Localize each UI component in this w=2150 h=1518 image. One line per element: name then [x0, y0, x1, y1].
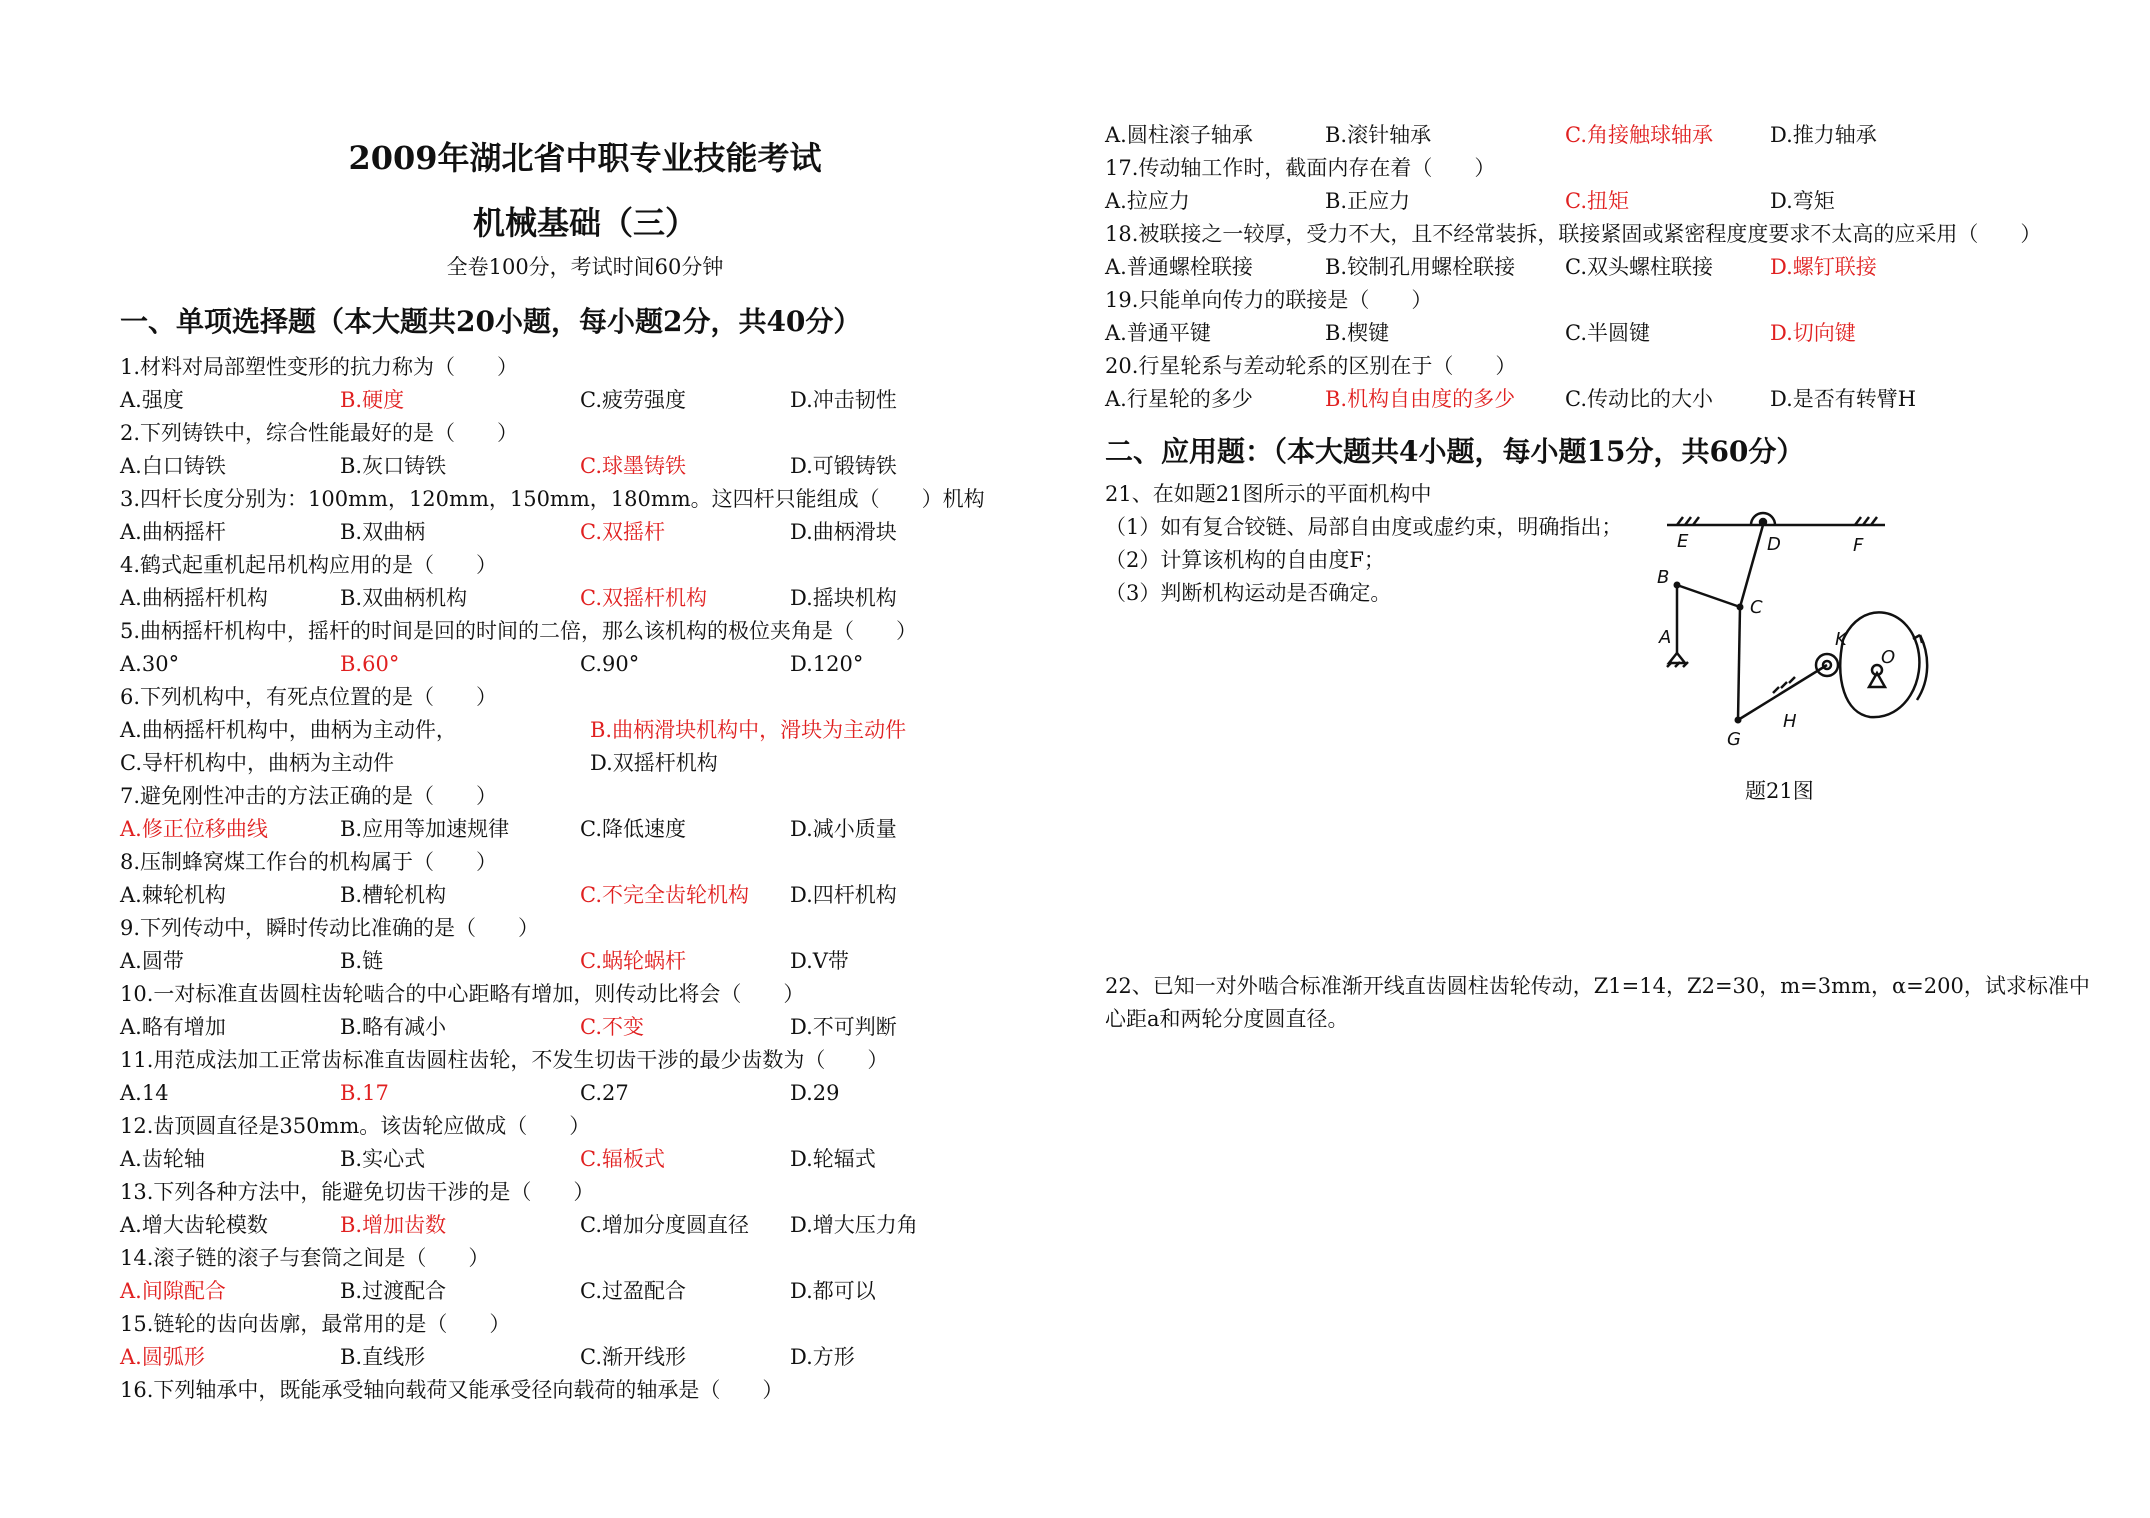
question-12-stem: 12.齿顶圆直径是350mm。该齿轮应做成（ ）: [120, 1114, 591, 1138]
question-4-stem: 4.鹤式起重机起吊机构应用的是（ ）: [120, 553, 498, 577]
question-8-option-a: A.棘轮机构: [120, 883, 226, 907]
q21-item-3: （3）判断机构运动是否确定。: [1105, 581, 1392, 605]
question-3-option-b: B.双曲柄: [340, 520, 426, 544]
question-15-option-c: C.渐开线形: [580, 1345, 686, 1369]
question-17-option-c: C.扭矩: [1565, 189, 1629, 213]
question-18-stem: 18.被联接之一较厚，受力不大，且不经常装拆，联接紧固或紧密程度度要求不太高的应采用（ ）: [1105, 222, 2042, 246]
label-e: E: [1677, 531, 1689, 552]
question-19-option-b: B.楔键: [1325, 321, 1390, 345]
exam-info: 全卷100分，考试时间60分钟: [446, 255, 724, 279]
question-5-stem: 5.曲柄摇杆机构中，摇杆的时间是回的时间的二倍，那么该机构的极位夹角是（ ）: [120, 619, 918, 643]
question-4-option-a: A.曲柄摇杆机构: [120, 586, 268, 610]
question-9-option-c: C.蜗轮蜗杆: [580, 949, 686, 973]
question-11-option-b: B.17: [340, 1081, 389, 1105]
question-17-stem: 17.传动轴工作时，截面内存在着（ ）: [1105, 156, 1496, 180]
label-g: G: [1727, 729, 1741, 750]
question-10-option-a: A.略有增加: [120, 1015, 226, 1039]
label-o: O: [1881, 647, 1896, 668]
label-d: D: [1767, 534, 1781, 555]
question-15-option-a: A.圆弧形: [120, 1345, 205, 1369]
question-17-option-b: B.正应力: [1325, 189, 1411, 213]
question-13-option-c: C.增加分度圆直径: [580, 1213, 749, 1237]
question-6-option-c: C.导杆机构中，曲柄为主动件: [120, 751, 394, 775]
question-4-option-b: B.双曲柄机构: [340, 586, 468, 610]
question-14-stem: 14.滚子链的滚子与套筒之间是（ ）: [120, 1246, 490, 1270]
question-2-option-d: D.可锻铸铁: [790, 454, 897, 478]
question-17-option-a: A.拉应力: [1105, 189, 1190, 213]
question-13-option-a: A.增大齿轮模数: [120, 1213, 268, 1237]
question-6-option-b: B.曲柄滑块机构中，滑块为主动件: [590, 718, 907, 742]
question-12-option-d: D.轮辐式: [790, 1147, 876, 1171]
pin-d: [1760, 519, 1766, 525]
question-17-option-d: D.弯矩: [1770, 189, 1835, 213]
question-18-option-a: A.普通螺栓联接: [1105, 255, 1253, 279]
question-16-option-b: B.滚针轴承: [1325, 123, 1432, 147]
question-19-option-a: A.普通平键: [1105, 321, 1211, 345]
q22-line-2: 心距a和两轮分度圆直径。: [1105, 1007, 1349, 1031]
question-20-option-a: A.行星轮的多少: [1105, 387, 1253, 411]
question-20-stem: 20.行星轮系与差动轮系的区别在于（ ）: [1105, 354, 1517, 378]
question-14-option-a: A.间隙配合: [120, 1279, 226, 1303]
question-7-option-b: B.应用等加速规律: [340, 817, 510, 841]
question-10-option-d: D.不可判断: [790, 1015, 897, 1039]
label-a: A: [1659, 627, 1672, 648]
question-16-stem: 16.下列轴承中，既能承受轴向载荷又能承受径向载荷的轴承是（ ）: [120, 1378, 784, 1402]
question-14-option-d: D.都可以: [790, 1279, 876, 1303]
question-2-option-a: A.白口铸铁: [120, 454, 226, 478]
question-8-stem: 8.压制蜂窝煤工作台的机构属于（ ）: [120, 850, 498, 874]
question-19-option-c: C.半圆键: [1565, 321, 1650, 345]
cam-support: [1869, 673, 1885, 687]
question-10-option-b: B.略有减小: [340, 1015, 447, 1039]
question-18-option-d: D.螺钉联接: [1770, 255, 1877, 279]
question-9-option-a: A.圆带: [120, 949, 184, 973]
question-11-option-d: D.29: [790, 1081, 840, 1105]
question-13-stem: 13.下列各种方法中，能避免切齿干涉的是（ ）: [120, 1180, 595, 1204]
label-f: F: [1853, 535, 1864, 556]
question-2-stem: 2.下列铸铁中，综合性能最好的是（ ）: [120, 421, 519, 445]
question-18-option-b: B.铰制孔用螺栓联接: [1325, 255, 1516, 279]
q22-line-1: 22、已知一对外啮合标准渐开线直齿圆柱齿轮传动，Z1=14，Z2=30，m=3mm，α=200，试求标准中: [1105, 974, 2090, 998]
question-11-stem: 11.用范成法加工正常齿标准直齿圆柱齿轮，不发生切齿干涉的最少齿数为（ ）: [120, 1048, 889, 1072]
question-20-option-b: B.机构自由度的多少: [1325, 387, 1516, 411]
joint-c: [1737, 604, 1744, 611]
question-2-option-b: B.灰口铸铁: [340, 454, 447, 478]
question-15-stem: 15.链轮的齿向齿廓，最常用的是（ ）: [120, 1312, 511, 1336]
question-6-option-d: D.双摇杆机构: [590, 751, 718, 775]
question-8-option-c: C.不完全齿轮机构: [580, 883, 749, 907]
question-3-option-d: D.曲柄滑块: [790, 520, 897, 544]
question-12-option-a: A.齿轮轴: [120, 1147, 205, 1171]
question-9-option-b: B.链: [340, 949, 384, 973]
question-7-option-c: C.降低速度: [580, 817, 686, 841]
question-10-stem: 10.一对标准直齿圆柱齿轮啮合的中心距略有增加，则传动比将会（ ）: [120, 982, 805, 1006]
question-4-option-d: D.摇块机构: [790, 586, 897, 610]
question-12-option-c: C.辐板式: [580, 1147, 665, 1171]
question-6-stem: 6.下列机构中，有死点位置的是（ ）: [120, 685, 498, 709]
question-2-option-c: C.球墨铸铁: [580, 454, 686, 478]
question-11-option-a: A.14: [120, 1081, 169, 1105]
question-5-option-a: A.30°: [120, 652, 180, 676]
label-h: H: [1783, 711, 1797, 732]
question-3-stem: 3.四杆长度分别为：100mm，120mm，150mm，180mm。这四杆只能组成（ ）机构: [120, 487, 985, 511]
question-20-option-d: D.是否有转臂H: [1770, 387, 1917, 411]
question-4-option-c: C.双摇杆机构: [580, 586, 707, 610]
question-15-option-d: D.方形: [790, 1345, 855, 1369]
question-7-option-d: D.减小质量: [790, 817, 897, 841]
link-dc: [1740, 525, 1763, 607]
question-13-option-b: B.增加齿数: [340, 1213, 447, 1237]
question-16-option-c: C.角接触球轴承: [1565, 123, 1713, 147]
page-subtitle: 机械基础（三）: [472, 204, 697, 242]
question-5-option-d: D.120°: [790, 652, 864, 676]
question-3-option-a: A.曲柄摇杆: [120, 520, 226, 544]
question-1-option-d: D.冲击韧性: [790, 388, 897, 412]
question-5-option-b: B.60°: [340, 652, 400, 676]
question-11-option-c: C.27: [580, 1081, 629, 1105]
label-b: B: [1657, 567, 1670, 588]
mechanism-figure: [1655, 495, 1930, 750]
q21-stem: 21、在如题21图所示的平面机构中: [1105, 482, 1432, 506]
question-6-option-a: A.曲柄摇杆机构中，曲柄为主动件，: [120, 718, 457, 742]
question-1-option-b: B.硬度: [340, 388, 405, 412]
question-8-option-b: B.槽轮机构: [340, 883, 447, 907]
question-1-option-a: A.强度: [120, 388, 184, 412]
q21-item-1: （1）如有复合铰链、局部自由度或虚约束，明确指出；: [1105, 515, 1623, 539]
question-19-stem: 19.只能单向传力的联接是（ ）: [1105, 288, 1433, 312]
question-9-option-d: D.V带: [790, 949, 849, 973]
question-20-option-c: C.传动比的大小: [1565, 387, 1713, 411]
figure-caption: 题21图: [1745, 779, 1814, 803]
question-7-stem: 7.避免刚性冲击的方法正确的是（ ）: [120, 784, 498, 808]
question-1-option-c: C.疲劳强度: [580, 388, 686, 412]
question-19-option-d: D.切向键: [1770, 321, 1856, 345]
question-14-option-c: C.过盈配合: [580, 1279, 686, 1303]
section-2-title: 二、应用题：（本大题共4小题，每小题15分，共60分）: [1105, 435, 1805, 468]
question-9-stem: 9.下列传动中，瞬时传动比准确的是（ ）: [120, 916, 540, 940]
question-7-option-a: A.修正位移曲线: [120, 817, 268, 841]
label-c: C: [1750, 597, 1763, 618]
link-cg: [1738, 607, 1740, 720]
question-12-option-b: B.实心式: [340, 1147, 426, 1171]
link-bc: [1677, 585, 1740, 607]
question-1-stem: 1.材料对局部塑性变形的抗力称为（ ）: [120, 355, 519, 379]
question-5-option-c: C.90°: [580, 652, 640, 676]
question-16-option-a: A.圆柱滚子轴承: [1105, 123, 1253, 147]
question-3-option-c: C.双摇杆: [580, 520, 665, 544]
label-k: K: [1835, 629, 1847, 650]
page-title: 2009年湖北省中职专业技能考试: [348, 139, 822, 177]
question-18-option-c: C.双头螺柱联接: [1565, 255, 1713, 279]
joint-g: [1735, 717, 1742, 724]
question-14-option-b: B.过渡配合: [340, 1279, 447, 1303]
question-16-option-d: D.推力轴承: [1770, 123, 1877, 147]
section-1-title: 一、单项选择题（本大题共20小题，每小题2分，共40分）: [120, 305, 862, 338]
question-13-option-d: D.增大压力角: [790, 1213, 918, 1237]
question-15-option-b: B.直线形: [340, 1345, 426, 1369]
joint-b: [1674, 582, 1681, 589]
question-8-option-d: D.四杆机构: [790, 883, 897, 907]
question-10-option-c: C.不变: [580, 1015, 644, 1039]
q21-item-2: （2）计算该机构的自由度F；: [1105, 548, 1385, 572]
